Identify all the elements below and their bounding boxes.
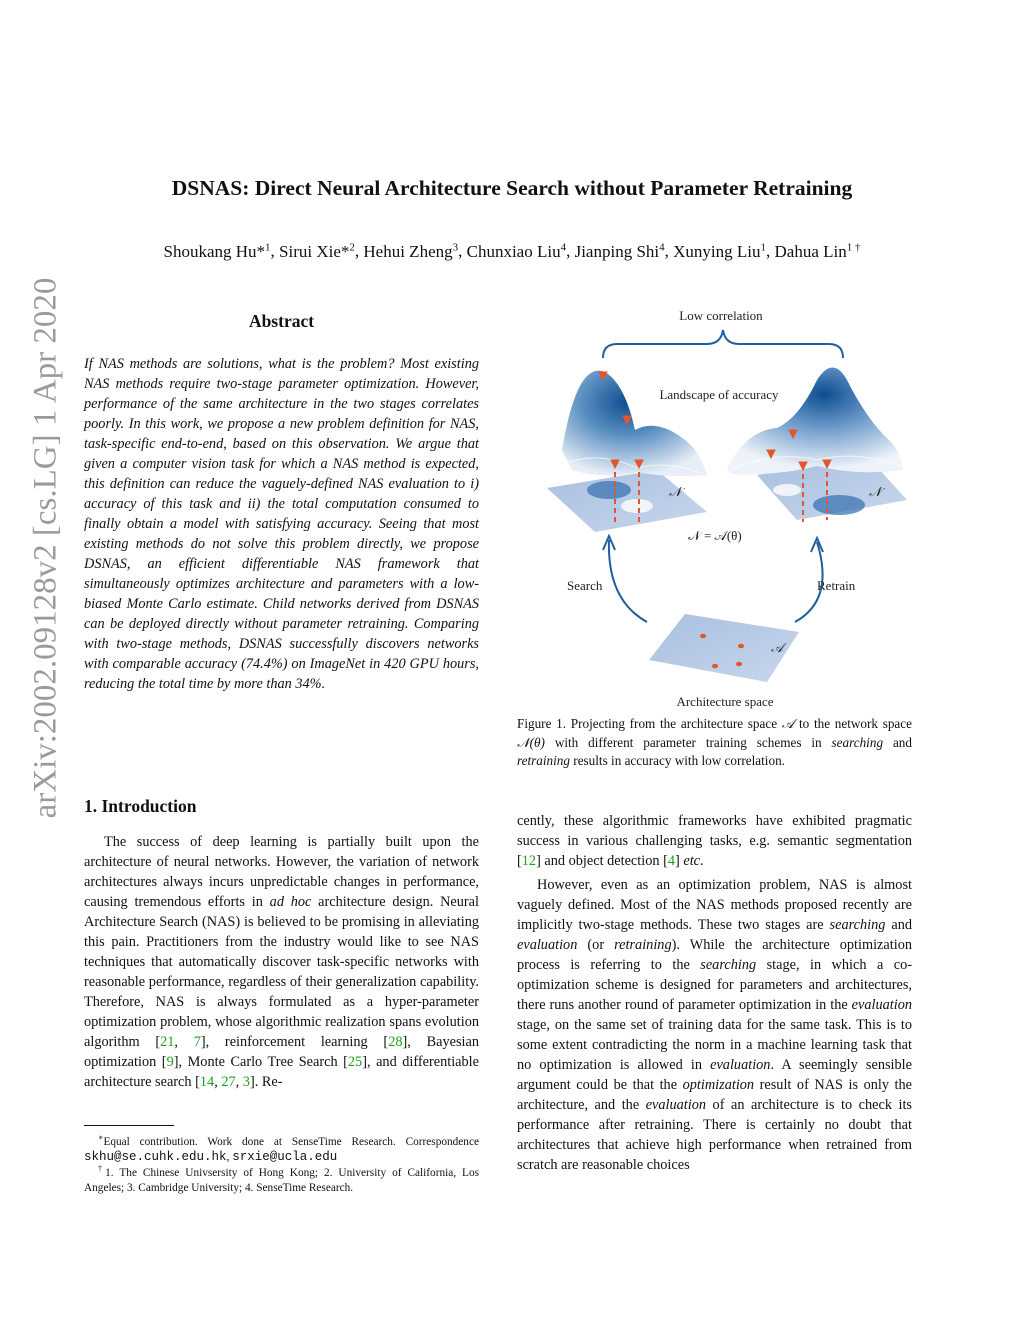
label-a: 𝒜 <box>771 640 784 655</box>
accuracy-surface-right <box>727 368 903 475</box>
paper-title: DSNAS: Direct Neural Architecture Search without Parameter Retraining <box>171 176 853 200</box>
author: Jianping Shi$^4$ <box>574 241 665 261</box>
citation-link[interactable]: 4 <box>667 853 676 869</box>
footnote-1: ∗Equal contribution. Work done at SenseTime Research. Correspondence skhu@se.cuhk.edu.hk, srxie@ucla.edu <box>84 1133 479 1165</box>
label-architecture-space: Architecture space <box>676 694 774 709</box>
citation-link[interactable]: 3 <box>242 1074 250 1090</box>
label-n-right: 𝒩 <box>869 484 882 499</box>
abstract-heading: Abstract <box>248 311 315 331</box>
right-column-text <box>517 811 912 1179</box>
label-retrain: Retrain <box>817 578 856 593</box>
abstract-text: If NAS methods are solutions, what is the problem? Most existing NAS methods require two-stage parameter optimization. However, performance of the same architecture in the two stages correlates poorly. In this work, we propose a new problem definition for NAS, task-specific end-to-end, based on this observation. We argue that given a computer vision task for which a NAS method is expected, this definition can reduce the vaguely-defined NAS evaluation to i) accuracy of this task and ii) the total computation consumed to finally obtain a model with satisfying accuracy. Seeing that most existing methods do not solve this problem directly, we propose DSNAS, an efficient differentiable NAS framework that simultaneously optimizes architecture and parameters with a low-biased Monte Carlo estimate. Child networks derived from DSNAS can be deployed directly without parameter retraining. Comparing with two-stage methods, DSNAS successfully discovers networks with comparable accuracy (74.4%) on ImageNet in 420 GPU hours, reducing the total time by more than 34%. <box>84 356 479 692</box>
paragraph: However, even as an optimization problem, NAS is almost vaguely defined. Most of the NAS methods proposed recently are implicitly two-stage methods. These two stages are searching and evaluation (or retraining). While the architecture optimization process is referring to the searching stage, in which a co-optimization scheme is designed for parameters and architectures, there runs another round of parameter optimization in the evaluation stage, on the same set of training data for the same task. This is to some extent contradicting the norm in a machine learning task that no optimization is allowed in evaluation. A seemingly sensible argument could be that the optimization result of NAS is only the architecture, and the evaluation of an architecture is to check its performance after retraining. There is certainly no doubt that architectures that achieve high performance when retrained from scratch are reasonable choices <box>517 877 913 1173</box>
author: Xunying Liu$^1$ <box>673 241 766 261</box>
citation-link[interactable]: 28 <box>388 1034 403 1050</box>
citation-link[interactable]: 27 <box>221 1074 236 1090</box>
citation-link[interactable]: 7 <box>193 1034 201 1050</box>
label-n-left: 𝒩 <box>669 484 682 499</box>
figure-1 <box>517 300 917 712</box>
email-link[interactable]: skhu@se.cuhk.edu.hk <box>84 1150 227 1165</box>
arrows <box>603 536 823 622</box>
citation-link[interactable]: 25 <box>347 1054 363 1070</box>
figure-caption: Figure 1. Projecting from the architecture space 𝒜 to the network space 𝒩(θ) with different parameter training schemes in searching and retraining results in accuracy with low correlation. <box>517 716 912 768</box>
citation-link[interactable]: 14 <box>199 1074 215 1090</box>
brace <box>603 330 843 358</box>
footnote-2: †1. The Chinese Univsersity of Hong Kong; 2. University of California, Los Angeles; 3. Cambridge University; 4. SenseTime Research. <box>84 1164 479 1195</box>
citation-link[interactable]: 12 <box>521 853 537 869</box>
author-list: Shoukang Hu*$^1$, Sirui Xie*$^2$, Hehui Zheng$^3$, Chunxiao Liu$^4$, Jianping Shi$^4$, Xunying Liu$^1$, Dahua Lin$^{1 \dagger}$ <box>163 241 861 261</box>
author: Sirui Xie*$^2$ <box>279 241 355 261</box>
author: Shoukang Hu*$^1$ <box>163 241 271 261</box>
label-landscape: Landscape of accuracy <box>659 387 779 402</box>
author: Dahua Lin$^{1 \dagger}$ <box>774 241 861 261</box>
author: Chunxiao Liu$^4$ <box>466 241 567 261</box>
author: Hehui Zheng$^3$ <box>363 241 459 261</box>
intro-paragraph: The success of deep learning is partially built upon the architecture of neural networks. However, the variation of network architectures always incurs unpredictable changes in performance, causing tremendous efforts in ad hoc architecture design. Neural Architecture Search (NAS) is believed to be promising in alleviating this pain. Practitioners from the industry would like to see NAS techniques that automatically discover task-specific networks with reasonable performance, regardless of their generalization capability. Therefore, NAS is always formulated as a hyper-parameter optimization problem, whose algorithmic realization spans evolution algorithm [21, 7], reinforcement learning [28], Bayesian optimization [9], Monte Carlo Tree Search [25], and differentiable architecture search [14, 27, 3]. Re- <box>84 834 479 1090</box>
paragraph: cently, these algorithmic frameworks have exhibited pragmatic success in various challenging tasks, e.g. semantic segmentation [12] and object detection [4] etc. <box>517 813 912 869</box>
label-low-correlation: Low correlation <box>679 308 763 323</box>
equation: 𝒩 = 𝒜(θ) <box>688 528 742 543</box>
introduction-heading: 1. Introduction <box>84 796 197 816</box>
citation-link[interactable]: 21 <box>160 1034 175 1050</box>
citation-link[interactable]: 9 <box>166 1054 174 1070</box>
email-link[interactable]: srxie@ucla.edu <box>232 1150 338 1165</box>
footnote-rule <box>84 1125 174 1126</box>
label-search: Search <box>567 578 603 593</box>
